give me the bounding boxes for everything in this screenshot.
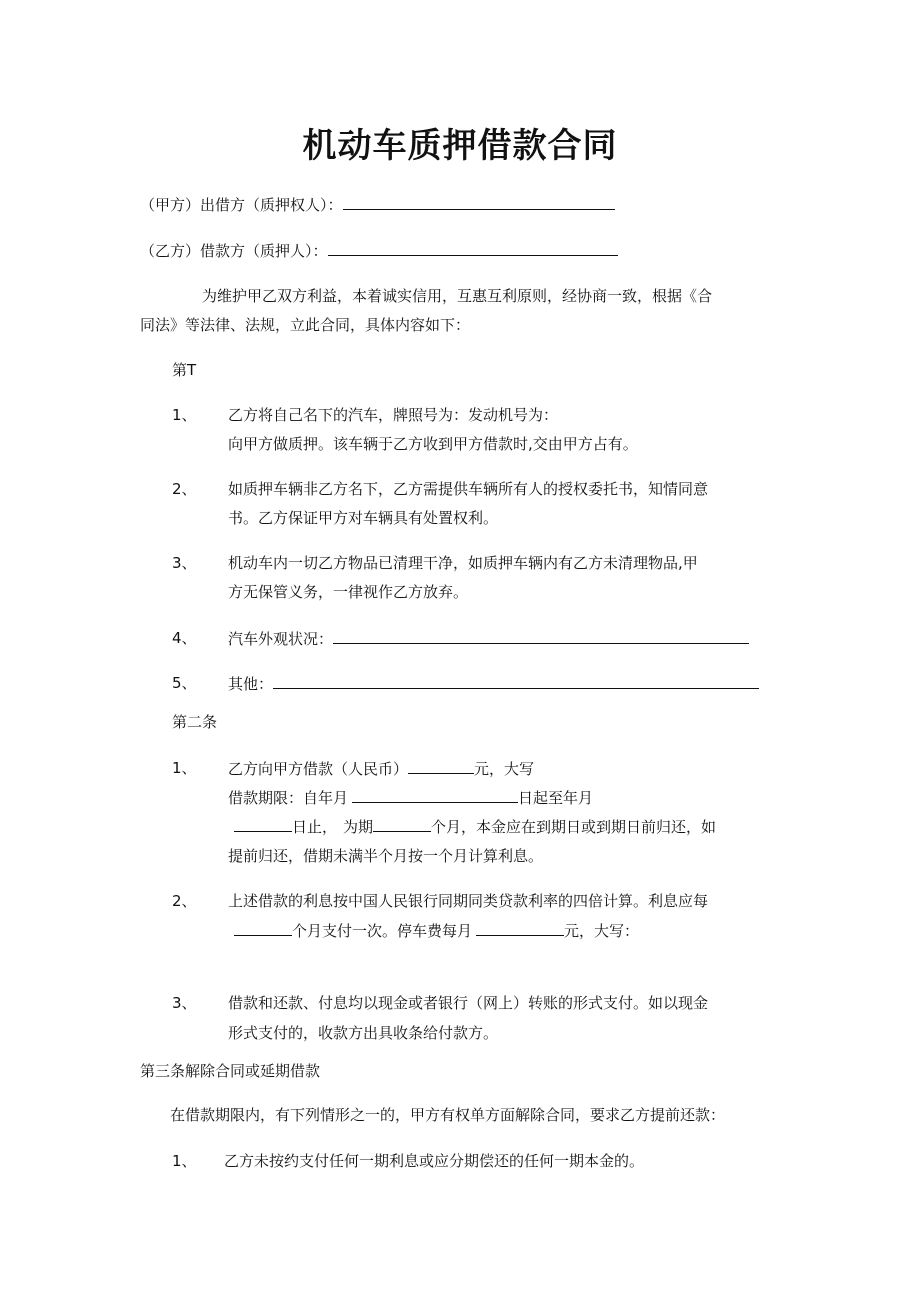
a1-item-4-label: 汽车外观状况： [228,630,334,648]
a1-item-4-num: 4、 [172,629,197,647]
a1-item-5-line [228,673,759,694]
a2-item-2-line-1: 上述借款的利息按中国人民银行同期同类贷款利率的四倍计算。利息应每 [228,892,709,910]
loan-amount-label: 乙方向甲方借款（人民币） [228,760,409,778]
a3-item-1-text: 乙方未按约支付任何一期利息或应分期偿还的任何一期本金的。 [224,1152,645,1170]
intro-line-2: 同法》等法律、法规，立此合同，具体内容如下： [140,316,471,334]
loan-amount-suffix: 元，大写 [474,760,535,778]
a1-item-2-line-2: 书。乙方保证甲方对车辆具有处置权利。 [228,509,499,527]
parking-fee-blank [476,920,564,936]
interest-payment-text: 个月支付一次。停车费每月 [292,922,473,940]
a2-item-3-num: 3、 [172,994,197,1012]
party-a-blank [343,194,615,210]
loan-term-label: 借款期限：自年月 [228,789,349,807]
a2-item-1-num: 1、 [172,759,197,777]
a2-item-3-line-1: 借款和还款、付息均以现金或者银行（网上）转账的形式支付。如以现金 [228,994,709,1012]
article-1-heading: 第T [172,361,197,379]
a1-item-4-line [228,628,749,649]
party-b-blank [328,240,618,256]
loan-period-label: 为期 [343,818,374,836]
loan-end-suffix: 日止， [292,818,338,836]
loan-term-mid: 日起至年月 [518,789,594,807]
a2-item-1-line-3 [234,816,716,837]
party-a-line [140,194,615,215]
loan-period-suffix: 个月，本金应在到期日或到期日前归还，如 [431,818,717,836]
a2-item-1-line-4: 提前归还，借期未满半个月按一个月计算利息。 [228,847,544,865]
a1-item-3-num: 3、 [172,554,197,572]
a1-item-2-num: 2、 [172,480,197,498]
article-3-intro: 在借款期限内，有下列情形之一的，甲方有权单方面解除合同，要求乙方提前还款： [170,1106,726,1124]
article-3-heading: 第三条解除合同或延期借款 [140,1062,321,1080]
other-blank [273,673,759,689]
a2-item-2-num: 2、 [172,892,197,910]
a2-item-2-line-2 [234,920,639,941]
a1-item-1-num: 1、 [172,406,197,424]
parking-fee-suffix: 元，大写： [564,922,640,940]
a1-item-2-line-1: 如质押车辆非乙方名下，乙方需提供车辆所有人的授权委托书，知情同意 [228,480,709,498]
article-2-heading: 第二条 [172,713,218,731]
a3-item-1-num: 1、 [172,1152,197,1170]
loan-months-blank [373,816,431,832]
loan-end-blank [234,816,292,832]
party-a-label: （甲方）出借方（质押权人）： [140,196,343,214]
a2-item-1-line-2 [228,787,593,808]
a1-item-1-line-2: 向甲方做质押。该车辆于乙方收到甲方借款时,交由甲方占有。 [228,435,638,453]
intro-line-1: 为维护甲乙双方利益，本着诚实信用，互惠互利原则，经协商一致，根据《合 [202,287,713,305]
party-b-label: （乙方）借款方（质押人）： [140,242,328,260]
a1-item-1-line-1: 乙方将自己名下的汽车，牌照号为：发动机号为： [228,406,559,424]
a2-item-3-line-2: 形式支付的，收款方出具收条给付款方。 [228,1024,499,1042]
a1-item-3-line-2: 方无保管义务，一律视作乙方放弃。 [228,583,469,601]
interest-months-blank [234,920,292,936]
loan-amount-blank [408,758,474,774]
party-b-line [140,240,618,261]
a1-item-5-label: 其他： [228,675,274,693]
a1-item-3-line-1: 机动车内一切乙方物品已清理干净，如质押车辆内有乙方未清理物品,甲 [228,554,698,572]
a2-item-1-line-1 [228,758,534,779]
document-title: 机动车质押借款合同 [302,126,618,166]
vehicle-appearance-blank [333,628,749,644]
loan-start-blank [352,787,518,803]
a1-item-5-num: 5、 [172,674,197,692]
